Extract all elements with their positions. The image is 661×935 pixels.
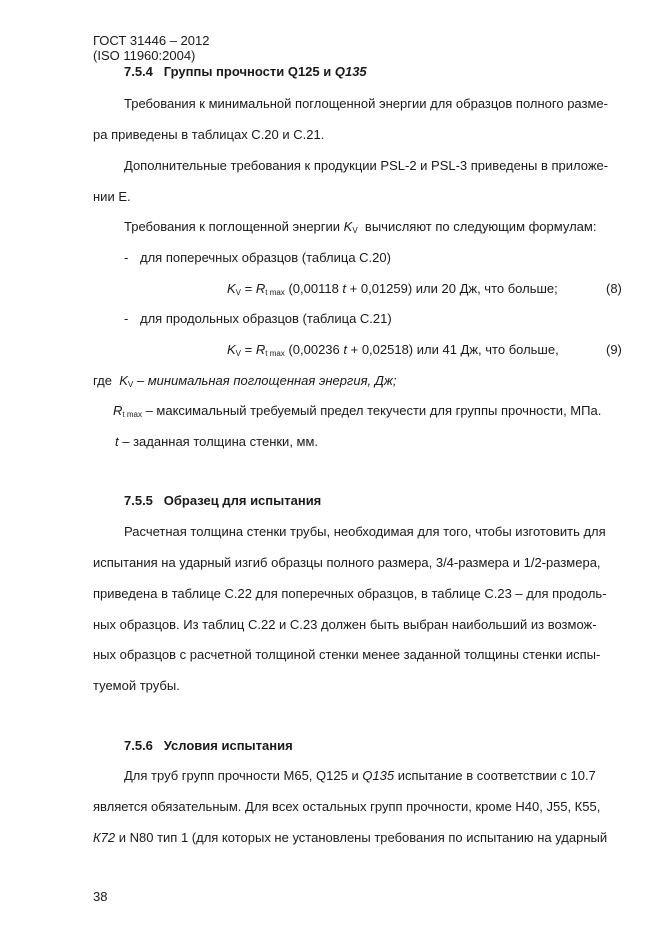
- definition-rtmax: $R_{t max}$ – максимальный требуемый предел текучести для группы прочности, МПа.: [113, 403, 602, 419]
- paragraph-line: Требования к минимальной поглощенной энергии для образцов полного разме-: [124, 96, 608, 111]
- section-title: Образец для испытания: [163, 493, 322, 508]
- list-dash: -: [124, 250, 129, 265]
- paragraph-line: К72 и N80 тип 1 (для которых не установлены требования по испытанию на ударный: [93, 830, 608, 845]
- section-7-5-5-heading: [124, 493, 321, 508]
- paragraph-line: Расчетная толщина стенки трубы, необходимая для того, чтобы изготовить для: [124, 524, 606, 539]
- list-item: для продольных образцов (таблица С.21): [140, 311, 392, 326]
- formula-number: (9): [606, 342, 622, 357]
- formula-number: (8): [606, 281, 622, 296]
- paragraph-line: Дополнительные требования к продукции PSL-2 и PSL-3 приведены в приложе-: [124, 158, 609, 173]
- formula-8: $K_V = R_{t max}$ (0,00118 t + 0,01259) или 20 Дж, что больше;: [227, 281, 558, 297]
- section-title: Условия испытания: [163, 738, 293, 753]
- paragraph-line: ных образцов с расчетной толщиной стенки менее заданной толщины стенки испы-: [93, 647, 601, 662]
- paragraph-line: приведена в таблице С.22 для поперечных образцов, в таблице С.23 – для продоль-: [93, 586, 607, 601]
- standard-code: ГОСТ 31446 – 2012: [93, 33, 210, 48]
- paragraph-line: Для труб групп прочности М65, Q125 и Q135 испытание в соответствии с 10.7: [124, 768, 596, 783]
- definition-t: t – заданная толщина стенки, мм.: [115, 434, 319, 449]
- section-number: 7.5.6: [124, 738, 153, 753]
- section-7-5-4-heading: [124, 64, 367, 79]
- iso-reference: (ISO 11960:2004): [93, 48, 196, 63]
- paragraph-line: ра приведены в таблицах С.20 и С.21.: [93, 127, 325, 142]
- definition-kv: где $K_V$ – минимальная поглощенная энергия, Дж;: [93, 373, 397, 389]
- list-dash: -: [124, 311, 129, 326]
- section-number: 7.5.5: [124, 493, 153, 508]
- section-title-italic: Q135: [334, 64, 367, 79]
- paragraph-line: туемой трубы.: [93, 678, 180, 693]
- paragraph-line: нии Е.: [93, 189, 131, 204]
- paragraph-line: является обязательным. Для всех остальных групп прочности, кроме Н40, J55, К55,: [93, 799, 601, 814]
- paragraph-line: ных образцов. Из таблиц С.22 и С.23 должен быть выбран наибольший из возмож-: [93, 617, 597, 632]
- paragraph-line: испытания на ударный изгиб образцы полного размера, 3/4-размера и 1/2-размера,: [93, 555, 601, 570]
- paragraph-line: Требования к поглощенной энергии $K_V$ вычисляют по следующим формулам:: [124, 219, 597, 235]
- section-7-5-6-heading: [124, 738, 293, 753]
- list-item: для поперечных образцов (таблица С.20): [140, 250, 391, 265]
- page-number: 38: [93, 889, 108, 904]
- section-number: 7.5.4: [124, 64, 153, 79]
- section-title: Группы прочности Q125 и: [163, 64, 335, 79]
- formula-9: $K_V = R_{t max}$ (0,00236 t + 0,02518) или 41 Дж, что больше,: [227, 342, 559, 358]
